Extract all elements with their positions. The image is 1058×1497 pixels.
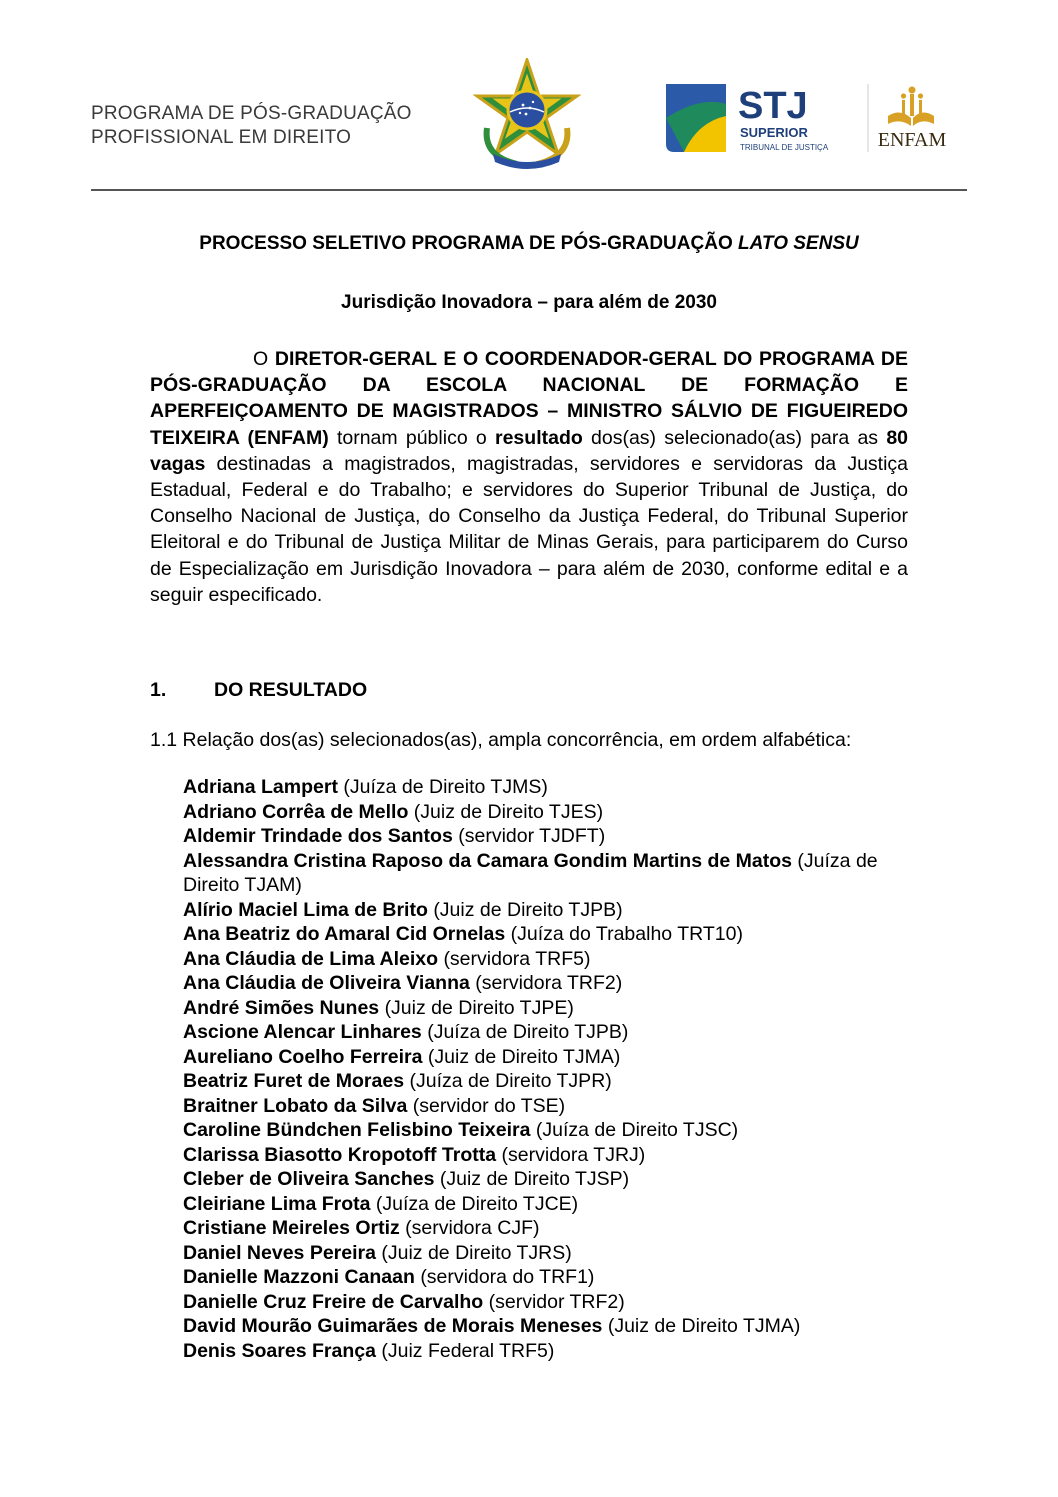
stj-logo-line2: TRIBUNAL DE JUSTIÇA <box>740 143 829 152</box>
selected-role: (servidora TRF2) <box>475 972 623 994</box>
list-item <box>183 1118 909 1143</box>
intro-vacancies: 80 vagas <box>150 426 909 475</box>
list-item <box>183 849 909 898</box>
selected-role: (servidora do TRF1) <box>420 1266 595 1288</box>
selected-role: (servidora TJRJ) <box>501 1143 646 1166</box>
selected-role: (Juiz de Direito TJPE) <box>384 996 574 1019</box>
selected-role: (servidora TRF5) <box>443 947 591 970</box>
list-item <box>183 1241 909 1266</box>
stj-logo-line1: SUPERIOR <box>740 125 808 140</box>
selected-name: Cleber de Oliveira Sanches <box>183 1168 435 1190</box>
brazil-coat-of-arms-logo <box>473 58 581 170</box>
document-title <box>91 232 967 256</box>
selected-name: Aureliano Coelho Ferreira <box>183 1045 423 1068</box>
selected-name: Beatriz Furet de Moraes <box>183 1070 405 1092</box>
selected-role: (Juíza do Trabalho TRT10) <box>510 923 743 945</box>
selected-role: (Juíza de Direito TJPB) <box>427 1021 629 1043</box>
selected-name: Ana Beatriz do Amaral Cid Ornelas <box>183 923 506 945</box>
intro-part5: dos(as) selecionado(as) para as <box>591 426 879 449</box>
intro-part3: tornam público o <box>336 426 487 449</box>
list-item <box>183 1314 909 1339</box>
list-item <box>183 971 909 996</box>
list-item <box>183 1045 909 1070</box>
selected-role: (Juiz de Direito TJRS) <box>381 1241 572 1264</box>
list-item <box>183 1143 909 1168</box>
enfam-logo-text: ENFAM <box>877 129 947 151</box>
intro-part7: destinadas a magistrados, magistradas, servidores e servidoras da Justiça Estadual, Federal e do Trabalho; e servidores do Superior Tribunal de Justiça, do Conselho Nacional de Justiça, do Conselho da Justiça Federal, do Tribunal Superior Eleitoral e do Tribunal de Justiça Militar de Minas Gerais, para participarem do Curso de Especialização em Jurisdição Inovadora – para além de 2030, conforme edital e a seguir especificado. <box>150 452 909 606</box>
document-title-italic: LATO SENSU <box>738 233 859 254</box>
selected-name: Ana Cláudia de Lima Aleixo <box>183 947 439 970</box>
selected-name: Danielle Mazzoni Canaan <box>183 1266 415 1288</box>
list-item <box>183 775 909 800</box>
selected-role: (Juíza de Direito TJMS) <box>343 776 548 798</box>
stj-logo-letters: STJ <box>738 85 808 127</box>
selected-role: (Juiz de Direito TJES) <box>413 800 604 823</box>
section-heading <box>150 678 367 702</box>
selected-name: Clarissa Biasotto Kropotoff Trotta <box>183 1143 497 1166</box>
document-subtitle: Jurisdição Inovadora – para além de 2030 <box>341 292 717 313</box>
selected-role: (Juiz Federal TRF5) <box>381 1339 555 1362</box>
selected-name: Ana Cláudia de Oliveira Vianna <box>183 972 470 994</box>
selected-role: (servidor TRF2) <box>488 1290 625 1313</box>
list-item <box>183 996 909 1021</box>
program-name-line1: PROGRAMA DE PÓS-GRADUAÇÃO <box>91 103 412 124</box>
selected-role: (Juiz de Direito TJSP) <box>439 1168 630 1190</box>
list-item <box>183 800 909 825</box>
selected-role: (servidora CJF) <box>405 1217 540 1239</box>
selected-name: Ascione Alencar Linhares <box>183 1021 422 1043</box>
list-item <box>183 1167 909 1192</box>
selected-role: (servidor TJDFT) <box>458 825 606 847</box>
list-item <box>183 1069 909 1094</box>
selected-name: Danielle Cruz Freire de Carvalho <box>183 1290 484 1313</box>
selected-name: Denis Soares França <box>183 1339 376 1362</box>
list-item <box>183 1339 909 1364</box>
section-title: DO RESULTADO <box>214 679 368 701</box>
selected-name: Cristiane Meireles Ortiz <box>183 1217 400 1239</box>
selected-name: Adriano Corrêa de Mello <box>183 800 409 823</box>
header-divider <box>91 189 967 191</box>
stj-logo <box>664 82 854 154</box>
selected-role: (servidor do TSE) <box>412 1094 566 1117</box>
selected-name: Daniel Neves Pereira <box>183 1241 376 1264</box>
selected-role: (Juiz de Direito TJMA) <box>607 1315 801 1337</box>
program-name-line2: PROFISSIONAL EM DIREITO <box>91 127 352 148</box>
selected-role: (Juiz de Direito TJMA) <box>427 1045 621 1068</box>
list-item <box>183 898 909 923</box>
list-item <box>183 1216 909 1241</box>
program-name <box>91 102 412 150</box>
selected-role: (Juiz de Direito TJPB) <box>433 898 623 921</box>
selected-name: David Mourão Guimarães de Morais Meneses <box>183 1315 603 1337</box>
enfam-logo <box>866 82 958 154</box>
selected-name: Alessandra Cristina Raposo da Camara Gondim Martins de Matos <box>183 849 792 872</box>
list-item <box>183 1192 909 1217</box>
selected-name: Aldemir Trindade dos Santos <box>183 825 453 847</box>
list-item <box>183 947 909 972</box>
intro-part1: O <box>253 348 269 370</box>
list-item <box>183 1265 909 1290</box>
intro-authorities: DIRETOR-GERAL E O COORDENADOR-GERAL DO PROGRAMA DE PÓS-GRADUAÇÃO DA ESCOLA NACIONAL DE FORMAÇÃO E APERFEIÇOAMENTO DE MAGISTRADOS – MINISTRO SÁLVIO DE FIGUEIREDO TEIXEIRA (ENFAM) <box>150 348 908 449</box>
selected-name: André Simões Nunes <box>183 996 380 1019</box>
selected-role: (Juíza de Direito TJSC) <box>535 1119 739 1141</box>
selected-role: (Juíza de Direito TJAM) <box>183 849 878 896</box>
list-item <box>183 922 909 947</box>
intro-result: resultado <box>495 426 583 449</box>
selected-name: Braitner Lobato da Silva <box>183 1094 408 1117</box>
selected-name: Caroline Bündchen Felisbino Teixeira <box>183 1119 531 1141</box>
section-number: 1. <box>150 679 167 701</box>
selected-role: (Juíza de Direito TJCE) <box>375 1192 579 1215</box>
selected-name: Cleiriane Lima Frota <box>183 1192 371 1215</box>
list-item <box>183 1020 909 1045</box>
list-item <box>183 824 909 849</box>
document-title-main: PROCESSO SELETIVO PROGRAMA DE PÓS-GRADUAÇÃO <box>199 233 733 254</box>
selected-role: (Juíza de Direito TJPR) <box>409 1070 612 1092</box>
selected-list <box>183 775 909 1363</box>
selected-name: Adriana Lampert <box>183 776 338 798</box>
list-item <box>183 1290 909 1315</box>
selected-name: Alírio Maciel Lima de Brito <box>183 898 428 921</box>
list-intro: 1.1 Relação dos(as) selecionados(as), ampla concorrência, em ordem alfabética: <box>150 729 852 751</box>
list-item <box>183 1094 909 1119</box>
intro-paragraph <box>150 346 908 608</box>
